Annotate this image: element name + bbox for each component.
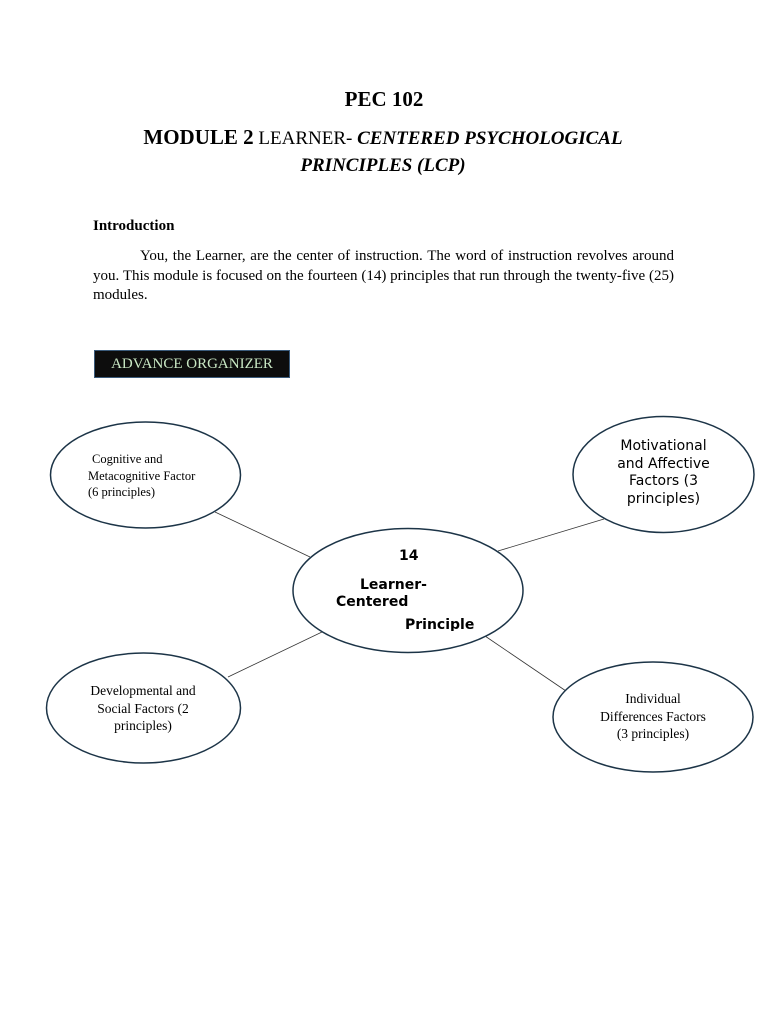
center-line1: 14	[399, 548, 419, 564]
motivational-label	[600, 438, 727, 509]
introduction-paragraph: You, the Learner, are the center of instruction. The word of instruction revolves around you. This module is focused on the fourteen (14) principles that run through the twenty-five (25) modules.	[93, 248, 674, 303]
motivational-line3: Factors (3	[629, 473, 698, 490]
cognitive-line2: Metacognitive Factor	[88, 468, 196, 483]
cognitive-line1: Cognitive and	[92, 452, 163, 466]
developmental-label	[72, 682, 214, 735]
title-plain: LEARNER-	[258, 128, 353, 149]
center-line2: Learner-	[360, 576, 427, 593]
motivational-line2: and Affective	[617, 455, 710, 472]
motivational-line1: Motivational	[620, 438, 707, 454]
individual-line1: Individual	[625, 691, 681, 706]
cognitive-line3: (6 principles)	[88, 485, 155, 499]
center-line4: Principle	[405, 616, 475, 631]
introduction-heading: Introduction	[93, 218, 175, 234]
course-code: PEC 102	[344, 87, 424, 111]
title-italic: CENTERED PSYCHOLOGICAL PRINCIPLES (LCP)	[300, 128, 623, 176]
connector-individual	[485, 636, 566, 691]
individual-line3: (3 principles)	[616, 726, 690, 741]
center-line3: Centered	[336, 594, 409, 610]
cognitive-label	[88, 451, 195, 501]
individual-line2: Differences Factors	[600, 708, 706, 724]
module-title	[100, 124, 666, 179]
connector-developmental	[228, 632, 322, 677]
connector-cognitive	[215, 512, 310, 557]
individual-label	[583, 690, 723, 743]
connector-motivational	[498, 519, 604, 551]
center-label	[330, 548, 490, 631]
motivational-line4: principles)	[626, 491, 701, 508]
advance-organizer-label: ADVANCE ORGANIZER	[94, 350, 290, 378]
module-label: MODULE 2	[143, 125, 254, 149]
developmental-line2: Social Factors (2	[97, 700, 189, 716]
developmental-line3: principles)	[114, 718, 172, 733]
developmental-line1: Developmental and	[90, 683, 196, 698]
